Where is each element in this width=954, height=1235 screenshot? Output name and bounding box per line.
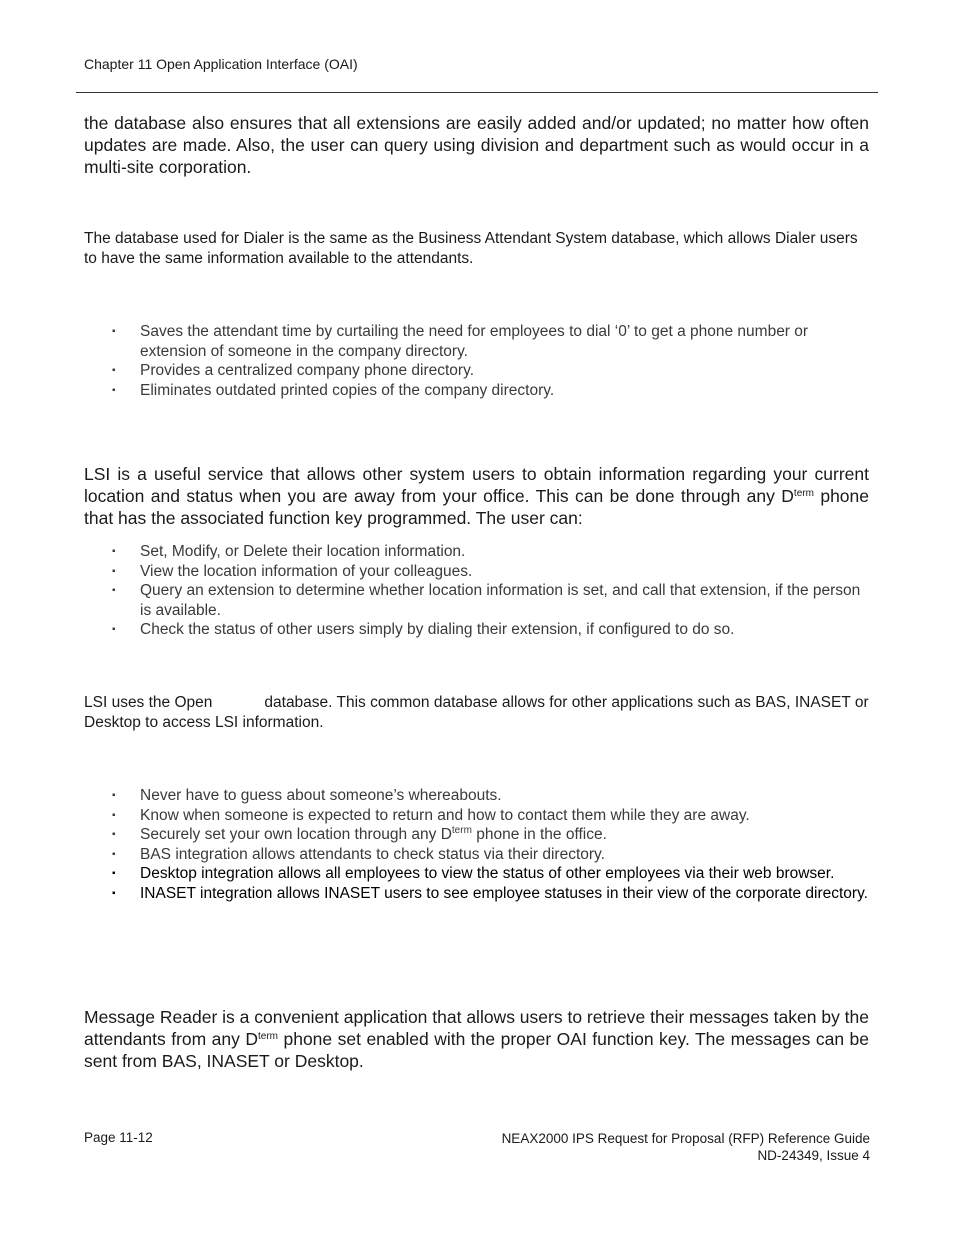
bullet-icon: ▪ <box>112 326 116 337</box>
lsi-capabilities-list <box>84 542 869 640</box>
footer-document-info <box>502 1130 870 1164</box>
lsi-database-paragraph: LSI uses the Open database. This common database allows for other applications such as BAS, INASET or Desktop to access LSI information. <box>84 694 869 731</box>
list-item: ▪ Query an extension to determine whether location information is set, and call that extension, if the person is available. <box>112 582 861 619</box>
message-reader-paragraph: Message Reader is a convenient application that allows users to retrieve their messages taken by the attendants from any $D^{term}$ phone set enabled with the proper OAI function key. The messages can be sent from BAS, INASET or Desktop. <box>84 1007 870 1071</box>
list-item: ▪ Set, Modify, or Delete their location information. <box>112 543 466 560</box>
lsi-benefits-list <box>84 786 869 904</box>
list-item: ▪ Provides a centralized company phone directory. <box>112 362 474 380</box>
list-item: ▪ Eliminates outdated printed copies of the company directory. <box>112 381 555 399</box>
dialer-paragraph: The database used for Dialer is the same as the Business Attendant System database, which allows Dialer users to have the same information available to the attendants. <box>84 230 858 267</box>
lsi-paragraph: LSI is a useful service that allows other system users to obtain information regarding your current location and status when you are away from your office. This can be done through any $D^{term}$ phone that has the associated function key programmed. The user can: <box>84 464 869 528</box>
document-id: ND-24349, Issue 4 <box>757 1148 870 1163</box>
list-item: ▪ Check the status of other users simply by dialing their extension, if configured to do so. <box>112 621 735 639</box>
list-item: ▪ BAS integration allows attendants to check status via their directory. <box>112 845 605 863</box>
list-item: ▪ Securely set your own location through any $D^{term}$ phone in the office. <box>112 825 607 844</box>
bullet-icon: ▪ <box>112 624 116 636</box>
bullet-icon: ▪ <box>112 809 116 821</box>
list-item: ▪ Know when someone is expected to return and how to contact them while they are away. <box>112 806 750 824</box>
page-number: Page 11-12 <box>84 1130 153 1145</box>
bullet-icon: ▪ <box>112 868 116 880</box>
bullet-icon: ▪ <box>112 848 116 860</box>
list-item: ▪ View the location information of your colleagues. <box>112 562 473 580</box>
bullet-icon: ▪ <box>112 887 116 899</box>
list-item: ▪ Desktop integration allows all employees to view the status of other employees via their web browser. <box>112 865 835 883</box>
chapter-header: Chapter 11 Open Application Interface (OAI) <box>84 56 358 72</box>
dialer-benefits-list <box>84 322 869 400</box>
list-item: ▪ Saves the attendant time by curtailing the need for employees to dial ‘0’ to get a phone number or extension of someone in the company directory. <box>112 323 809 360</box>
bullet-icon: ▪ <box>112 384 116 396</box>
intro-paragraph: the database also ensures that all extensions are easily added and/or updated; no matter how often updates are made. Also, the user can query using division and department such as would occur in a multi-site corporation. <box>84 113 869 177</box>
header-divider <box>76 92 878 93</box>
bullet-icon: ▪ <box>112 546 116 557</box>
bullet-icon: ▪ <box>112 365 116 377</box>
list-item: ▪ INASET integration allows INASET users to see employee statuses in their view of the corporate directory. <box>112 884 868 902</box>
bullet-icon: ▪ <box>112 790 116 801</box>
document-title: NEAX2000 IPS Request for Proposal (RFP) Reference Guide <box>501 1131 870 1146</box>
bullet-icon: ▪ <box>112 829 116 841</box>
bullet-icon: ▪ <box>112 585 116 597</box>
bullet-icon: ▪ <box>112 565 116 577</box>
list-item: ▪ Never have to guess about someone’s whereabouts. <box>112 787 502 804</box>
